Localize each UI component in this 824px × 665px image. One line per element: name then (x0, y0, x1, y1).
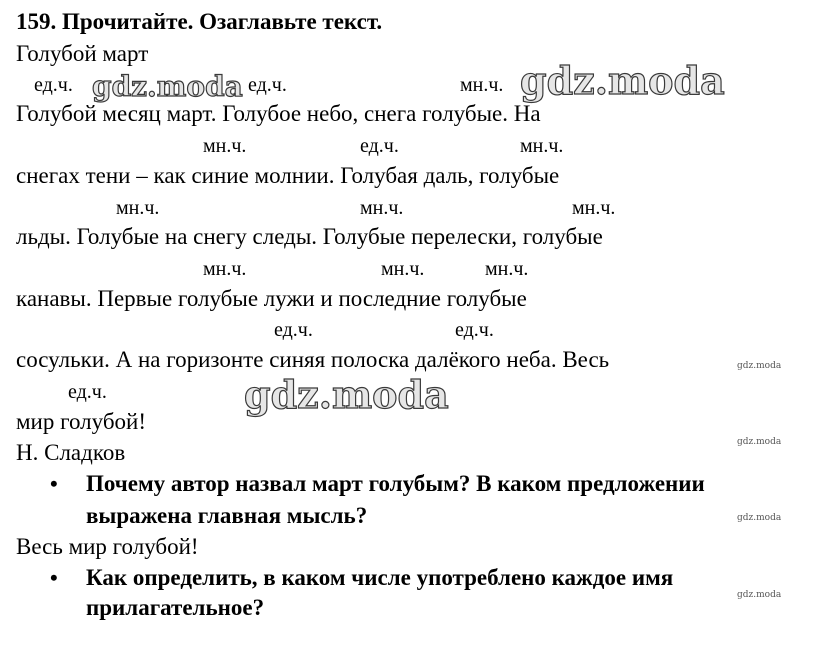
question-line: Как определить, в каком числе употреблено каждое имя (86, 565, 674, 590)
watermark-small: gdz.moda (737, 361, 782, 371)
text-line: Голубой месяц март. Голубое небо, снега голубые. На (16, 101, 541, 126)
text-line: сосульки. А на горизонте синяя полоска далёкого неба. Весь (16, 347, 610, 372)
number-annotation: мн.ч. (381, 258, 425, 280)
watermark-small: gdz.moda (737, 513, 782, 523)
author-name: Н. Сладков (16, 440, 126, 465)
watermark-logo: gdz.moda (244, 372, 449, 417)
number-annotation: мн.ч. (203, 258, 247, 280)
exercise-title: 159. Прочитайте. Озаглавьте текст. (16, 9, 383, 34)
number-annotation: ед.ч. (274, 319, 313, 341)
watermark-logo: gdz.moda (92, 70, 243, 103)
question-line: выражена главная мысль? (86, 503, 368, 528)
text-line: льды. Голубые на снегу следы. Голубые перелески, голубые (16, 224, 603, 249)
bullet-icon: • (50, 565, 58, 590)
bullet-icon: • (50, 471, 58, 496)
number-annotation: мн.ч. (572, 197, 616, 219)
text-line: канавы. Первые голубые лужи и последние голубые (16, 286, 527, 311)
question-line: прилагательное? (86, 595, 265, 620)
number-annotation: ед.ч. (34, 74, 73, 96)
question-line: Почему автор назвал март голубым? В каком предложении (86, 471, 705, 496)
number-annotation: мн.ч. (520, 135, 564, 157)
number-annotation: мн.ч. (116, 197, 160, 219)
number-annotation: ед.ч. (455, 319, 494, 341)
number-annotation: мн.ч. (203, 135, 247, 157)
watermark-small: gdz.moda (737, 437, 782, 447)
number-annotation: ед.ч. (248, 74, 287, 96)
number-annotation: мн.ч. (485, 258, 529, 280)
watermark-logo: gdz.moda (520, 58, 725, 103)
text-line: мир голубой! (16, 409, 147, 434)
watermark-small: gdz.moda (737, 590, 782, 600)
number-annotation: мн.ч. (360, 197, 404, 219)
answer-line: Весь мир голубой! (16, 534, 199, 559)
text-heading: Голубой март (16, 41, 149, 66)
text-line: снегах тени – как синие молнии. Голубая даль, голубые (16, 163, 560, 188)
number-annotation: ед.ч. (68, 381, 107, 403)
number-annotation: мн.ч. (460, 74, 504, 96)
number-annotation: ед.ч. (360, 135, 399, 157)
